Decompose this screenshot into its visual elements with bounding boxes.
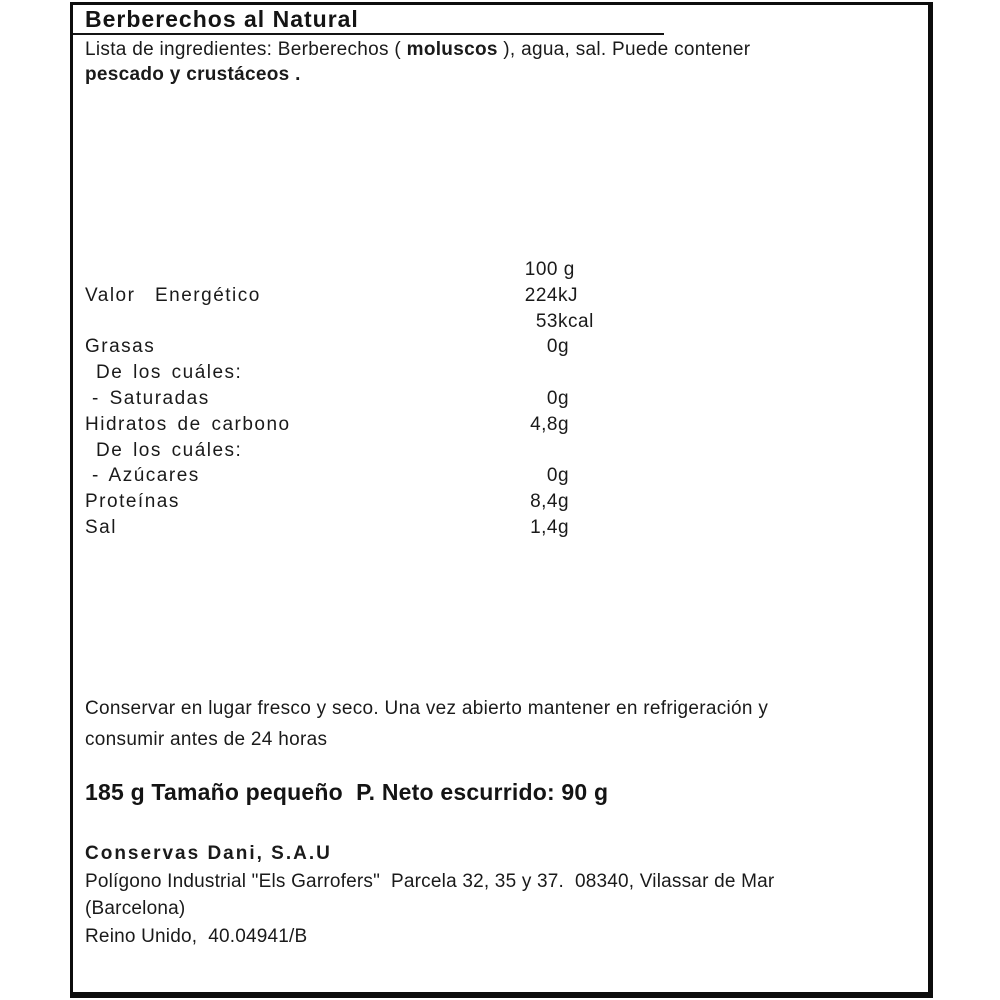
allergen-moluscos: moluscos bbox=[406, 39, 498, 60]
nutrition-value-unit: g bbox=[558, 259, 575, 280]
ingredients-line-1 bbox=[85, 38, 885, 63]
nutrition-value-number: 0 bbox=[546, 387, 558, 409]
nutrition-row-hidratos bbox=[73, 412, 693, 438]
nutrition-row-azucares bbox=[73, 463, 693, 489]
nutrition-row-proteinas bbox=[73, 489, 693, 515]
net-weight-line: 185 g Tamaño pequeño P. Neto escurrido: 90 g bbox=[85, 779, 609, 805]
storage-instructions bbox=[85, 693, 905, 755]
nutrition-value-number: 53 bbox=[535, 310, 558, 332]
nutrition-value-number: 1,4 bbox=[530, 516, 558, 538]
product-label-box bbox=[70, 2, 933, 998]
nutrition-row-sal bbox=[73, 515, 693, 541]
nutrition-value-unit: kcal bbox=[558, 310, 594, 332]
ingredients-line-2 bbox=[85, 63, 885, 88]
nutrition-table bbox=[73, 257, 693, 541]
nutrition-value-number: 100 bbox=[524, 259, 558, 280]
nutrition-value-unit: g bbox=[558, 516, 570, 538]
nutrition-value-unit: g bbox=[558, 413, 570, 435]
ingredients-text: Lista de ingredientes: Berberechos ( bbox=[85, 39, 407, 60]
nutrition-label: De los cuáles: bbox=[96, 439, 243, 461]
nutrition-label: Proteínas bbox=[85, 491, 180, 513]
nutrition-row-energia bbox=[73, 283, 693, 309]
allergen-pescado-crustaceos: pescado y crustáceos . bbox=[85, 63, 301, 85]
nutrition-label: Hidratos de carbono bbox=[85, 413, 291, 435]
nutrition-value-number: 4,8 bbox=[530, 413, 558, 435]
storage-line-2: consumir antes de 24 horas bbox=[85, 729, 328, 750]
product-title: Berberechos al Natural bbox=[85, 6, 359, 32]
ingredients-text-cont: ), agua, sal. Puede contener bbox=[497, 39, 751, 60]
nutrition-value-unit: g bbox=[558, 336, 570, 358]
nutrition-value-number: 0 bbox=[546, 336, 558, 358]
nutrition-label: Sal bbox=[85, 516, 117, 538]
manufacturer-address-line-2: (Barcelona) bbox=[85, 898, 186, 919]
nutrition-value-unit: kJ bbox=[558, 284, 578, 306]
nutrition-row-de-los-cuales-2 bbox=[73, 438, 693, 464]
manufacturer-registry: Reino Unido, 40.04941/B bbox=[85, 926, 308, 947]
nutrition-value-unit: g bbox=[558, 465, 570, 487]
nutrition-row-de-los-cuales-1 bbox=[73, 360, 693, 386]
storage-line-1: Conservar en lugar fresco y seco. Una vez abierto mantener en refrigeración y bbox=[85, 698, 769, 719]
nutrition-value-number: 8,4 bbox=[530, 491, 558, 513]
nutrition-label: Grasas bbox=[85, 336, 156, 358]
nutrition-value-number: 224 bbox=[524, 284, 558, 306]
nutrition-row-grasas bbox=[73, 334, 693, 360]
nutrition-row-saturadas bbox=[73, 386, 693, 412]
title-underline bbox=[73, 33, 664, 35]
nutrition-row-energia-kcal bbox=[73, 309, 693, 335]
nutrition-label: Valor Energético bbox=[85, 284, 261, 306]
manufacturer-address-line-1: Polígono Industrial "Els Garrofers" Parcela 32, 35 y 37. 08340, Vilassar de Mar bbox=[85, 871, 775, 892]
nutrition-label: - Azúcares bbox=[92, 465, 200, 487]
nutrition-label: De los cuáles: bbox=[96, 362, 243, 384]
ingredients-paragraph bbox=[85, 38, 885, 87]
nutrition-value-unit: g bbox=[558, 387, 570, 409]
manufacturer-name: Conservas Dani, S.A.U bbox=[85, 843, 332, 864]
nutrition-header-row bbox=[73, 257, 693, 283]
nutrition-value-number: 0 bbox=[546, 465, 558, 487]
nutrition-value-unit: g bbox=[558, 491, 570, 513]
nutrition-label: - Saturadas bbox=[92, 387, 210, 409]
